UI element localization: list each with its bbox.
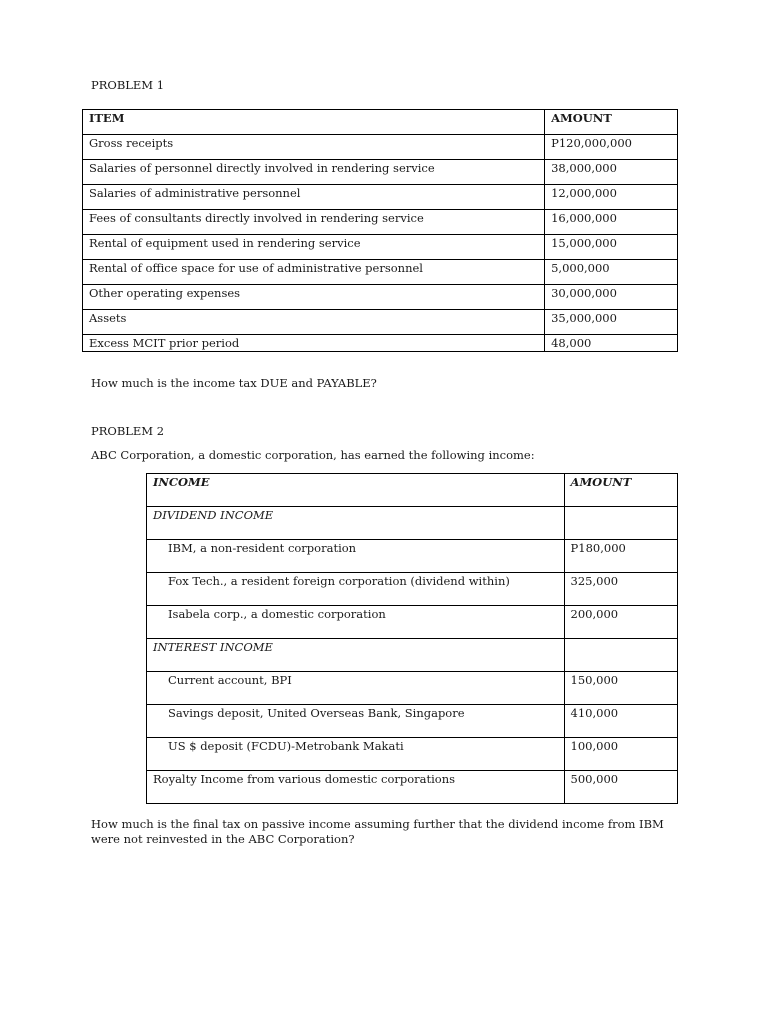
table-row	[147, 606, 678, 639]
item-cell: Fees of consultants directly involved in rendering service	[83, 210, 545, 235]
amount-cell: 15,000,000	[545, 235, 678, 260]
amount-cell: 38,000,000	[545, 160, 678, 185]
table-row	[147, 705, 678, 738]
amount-cell: 150,000	[564, 672, 677, 705]
amount-cell: 100,000	[564, 738, 677, 771]
income-cell: US $ deposit (FCDU)-Metrobank Makati	[147, 738, 565, 771]
table-row	[83, 160, 678, 185]
table-row	[83, 285, 678, 310]
table-row	[147, 738, 678, 771]
problem1-question: How much is the income tax DUE and PAYABLE?	[91, 376, 377, 390]
amount-cell: 48,000	[545, 335, 678, 352]
problem2-table	[146, 473, 678, 804]
table-row	[83, 185, 678, 210]
table-row	[147, 672, 678, 705]
column-header-income: INCOME	[147, 474, 565, 507]
table-row	[83, 135, 678, 160]
item-cell: Rental of equipment used in rendering service	[83, 235, 545, 260]
section-row-dividend-income	[147, 507, 678, 540]
amount-cell: 410,000	[564, 705, 677, 738]
amount-cell	[564, 507, 677, 540]
section-label: INTEREST INCOME	[147, 639, 565, 672]
problem2-intro: ABC Corporation, a domestic corporation, has earned the following income:	[91, 448, 535, 462]
table-row	[147, 573, 678, 606]
table-header-row	[83, 110, 678, 135]
problem2-heading: PROBLEM 2	[91, 424, 165, 438]
income-cell: Current account, BPI	[147, 672, 565, 705]
income-cell: Isabela corp., a domestic corporation	[147, 606, 565, 639]
income-cell: Royalty Income from various domestic corporations	[147, 771, 565, 804]
table-row	[83, 335, 678, 352]
amount-cell: 16,000,000	[545, 210, 678, 235]
problem1-heading: PROBLEM 1	[91, 78, 165, 92]
column-header-amount: AMOUNT	[564, 474, 677, 507]
item-cell: Salaries of personnel directly involved in rendering service	[83, 160, 545, 185]
table-row	[83, 210, 678, 235]
column-header-amount: AMOUNT	[545, 110, 678, 135]
item-cell: Rental of office space for use of administrative personnel	[83, 260, 545, 285]
item-cell: Other operating expenses	[83, 285, 545, 310]
item-cell: Gross receipts	[83, 135, 545, 160]
table-row	[147, 771, 678, 804]
column-header-item: ITEM	[83, 110, 545, 135]
amount-cell: 12,000,000	[545, 185, 678, 210]
amount-cell: 5,000,000	[545, 260, 678, 285]
section-row-interest-income	[147, 639, 678, 672]
section-label: DIVIDEND INCOME	[147, 507, 565, 540]
income-cell: Fox Tech., a resident foreign corporation (dividend within)	[147, 573, 565, 606]
item-cell: Assets	[83, 310, 545, 335]
item-cell: Salaries of administrative personnel	[83, 185, 545, 210]
amount-cell: 200,000	[564, 606, 677, 639]
problem2-question: How much is the final tax on passive income assuming further that the dividend income from IBM were not reinvested in the ABC Corporation?	[91, 817, 664, 846]
amount-cell	[564, 639, 677, 672]
table-header-row	[147, 474, 678, 507]
amount-cell: P120,000,000	[545, 135, 678, 160]
problem1-table	[82, 109, 678, 352]
amount-cell: P180,000	[564, 540, 677, 573]
table-row	[83, 310, 678, 335]
income-cell: IBM, a non-resident corporation	[147, 540, 565, 573]
amount-cell: 500,000	[564, 771, 677, 804]
table-row	[147, 540, 678, 573]
table-row	[83, 235, 678, 260]
income-cell: Savings deposit, United Overseas Bank, Singapore	[147, 705, 565, 738]
amount-cell: 325,000	[564, 573, 677, 606]
table-row	[83, 260, 678, 285]
amount-cell: 30,000,000	[545, 285, 678, 310]
item-cell: Excess MCIT prior period	[83, 335, 545, 352]
amount-cell: 35,000,000	[545, 310, 678, 335]
